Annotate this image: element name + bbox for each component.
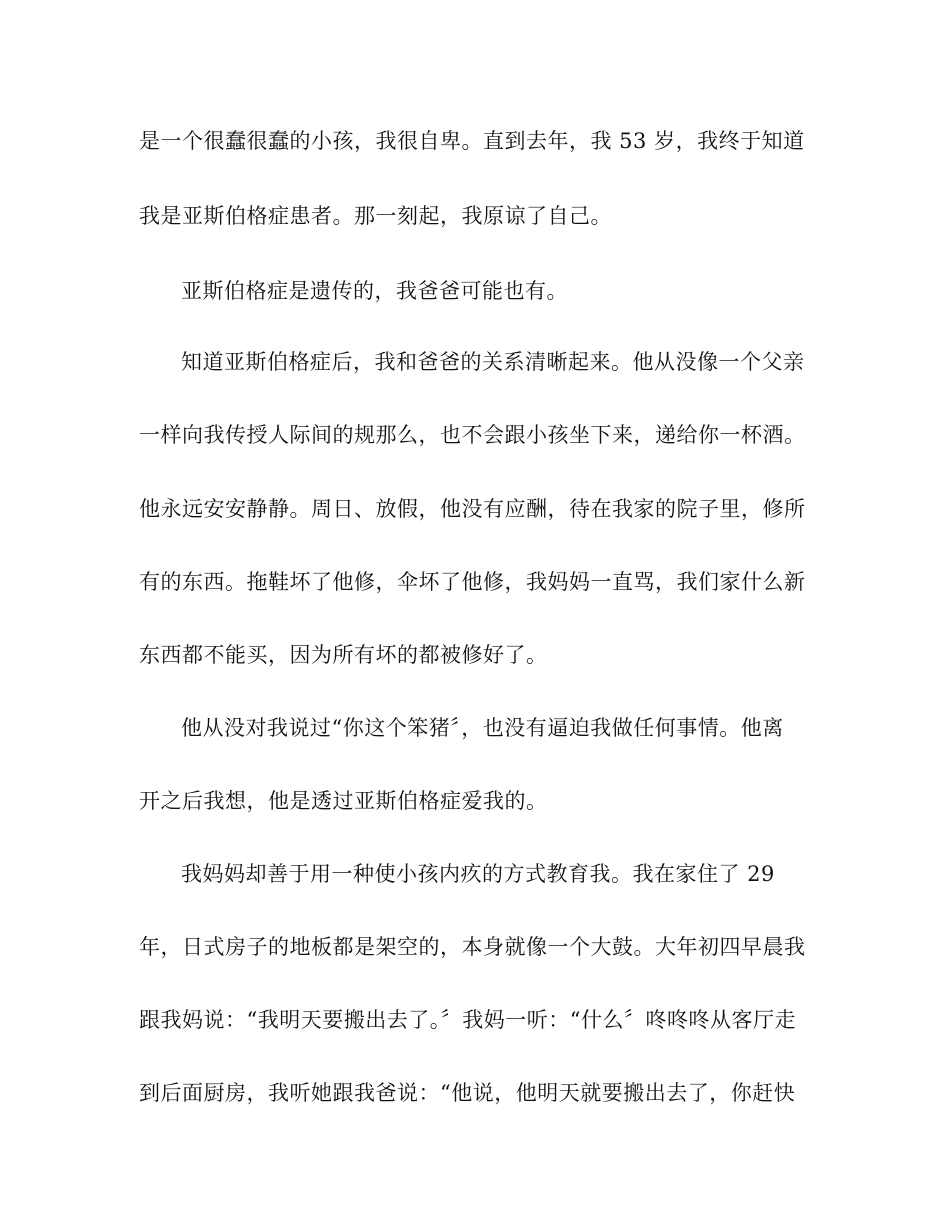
paragraph-start-line: 知道亚斯伯格症后，我和爸爸的关系清晰起来。他从没像一个父亲 bbox=[181, 350, 805, 374]
text-line: 一样向我传授人际间的规那么，也不会跟小孩坐下来，递给你一杯酒。 bbox=[139, 423, 806, 447]
paragraph-start-line: 亚斯伯格症是遗传的，我爸爸可能也有。 bbox=[181, 279, 568, 303]
text-line: 有的东西。拖鞋坏了他修，伞坏了他修，我妈妈一直骂，我们家什么新 bbox=[139, 570, 806, 594]
text-line: 跟我妈说：“我明天要搬出去了。〞我妈一听：“什么〞咚咚咚从客厅走 bbox=[139, 1008, 796, 1032]
paragraph-start-line: 他从没对我说过“你这个笨猪〞，也没有逼迫我做任何事情。他离 bbox=[181, 716, 784, 740]
text-line: 开之后我想，他是透过亚斯伯格症爱我的。 bbox=[139, 789, 548, 813]
text-line: 年，日式房子的地板都是架空的，本身就像一个大鼓。大年初四早晨我 bbox=[139, 935, 806, 959]
text-line: 是一个很蠢很蠢的小孩，我很自卑。直到去年，我 53 岁，我终于知道 bbox=[139, 129, 805, 153]
text-line: 我是亚斯伯格症患者。那一刻起，我原谅了自己。 bbox=[139, 204, 612, 228]
text-line: 他永远安安静静。周日、放假，他没有应酬，待在我家的院子里，修所 bbox=[139, 497, 806, 521]
paragraph-start-line: 我妈妈却善于用一种使小孩内疚的方式教育我。我在家住了 29 bbox=[181, 862, 775, 886]
text-line: 东西都不能买，因为所有坏的都被修好了。 bbox=[139, 643, 548, 667]
text-line: 到后面厨房，我听她跟我爸说：“他说，他明天就要搬出去了，你赶快 bbox=[139, 1081, 796, 1105]
